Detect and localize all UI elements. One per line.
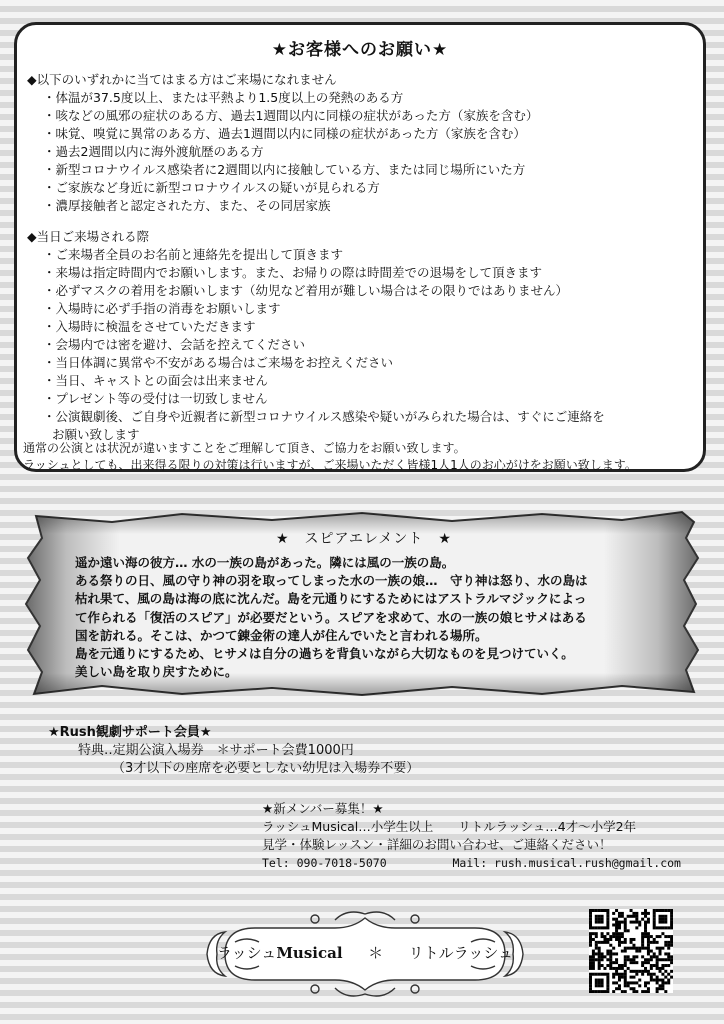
list-item: ・過去2週間以内に海外渡航歴のある方 xyxy=(43,144,264,159)
story-line: て作られる「復活のスピア」が必要だという。スピアを求めて、水の一族の娘ヒサメはある xyxy=(75,609,587,625)
section-heading-restrictions: ◆以下のいずれかに当てはまる方はご来場になれません xyxy=(27,72,337,87)
member-title: ★新メンバー募集！★ xyxy=(262,801,384,816)
group-name-rush-a: ラッシュ xyxy=(216,944,277,962)
list-item: ・ご家族など身近に新型コロナウイルスの疑いが見られる方 xyxy=(43,180,380,195)
support-member-section xyxy=(48,724,419,778)
story-title: ★ スピアエレメント ★ xyxy=(276,531,452,547)
list-item: ・味覚、嗅覚に異常のある方、過去1週間以内に同様の症状があった方（家族を含む） xyxy=(43,126,526,141)
phone-number: Tel: 090-7018-5070 xyxy=(262,856,387,870)
group-name-little-rush: リトルラッシュ xyxy=(408,944,514,962)
story-line: 国を訪れる。そこは、かつて錬金術の達人が住んでいたと言われる場所。 xyxy=(75,627,488,643)
list-item-continuation: お願い致します xyxy=(52,427,140,442)
list-item: ・プレゼント等の受付は一切致しません xyxy=(43,391,268,406)
notice-title: ★お客様へのお願い★ xyxy=(271,40,449,60)
list-item: ・ご来場者全員のお名前と連絡先を提出して頂きます xyxy=(43,247,344,262)
story-line: 遥か遠い海の彼方… 水の一族の島があった。隣には風の一族の島。 xyxy=(75,555,455,570)
list-item: ・必ずマスクの着用をお願いします（幼児など着用が難しい場合はその限りではありません） xyxy=(43,283,569,298)
list-item: ・濃厚接触者と認定された方、また、その同居家族 xyxy=(43,198,331,213)
closing-line: 通常の公演とは状況が違いますことをご理解して頂き、ご協力をお願い致します。 xyxy=(23,441,466,455)
visit-rules-list xyxy=(43,246,605,444)
story-line: 美しい島を取り戻すために。 xyxy=(75,664,238,680)
story-line: ある祭りの日、風の守り神の羽を取ってしまった水の一族の娘… 守り神は怒り、水の島は xyxy=(75,573,588,589)
list-item: ・入場時に必ず手指の消毒をお願いします xyxy=(43,301,281,316)
list-item: ・新型コロナウイルス感染者に2週間以内に接触している方、または同じ場所にいた方 xyxy=(43,162,526,177)
list-item: ・会場内では密を避け、会話を控えてください xyxy=(43,337,306,352)
footer-plate xyxy=(195,906,535,1002)
group-name-rush-b: Musical xyxy=(276,944,343,962)
member-classes: ラッシュMusical…小学生以上 リトルラッシュ…4才～小学2年 xyxy=(262,819,637,834)
list-item: ・来場は指定時間内でお願いします。また、お帰りの際は時間差での退場をして頂きます xyxy=(43,265,543,280)
support-benefit: 特典‥定期公演入場券 ＊サポート会費1000円 xyxy=(78,743,354,758)
qr-code[interactable] xyxy=(589,909,673,993)
closing-text xyxy=(23,440,637,474)
list-item: ・体温が37.5度以上、または平熱より1.5度以上の発熱のある方 xyxy=(43,90,404,105)
list-item xyxy=(43,408,605,444)
new-member-section xyxy=(262,800,681,872)
member-inquiry: 見学・体験レッスン・詳細のお問い合わせ、ご連絡ください！ xyxy=(262,837,612,852)
support-note: （3才以下の座席を必要としない幼児は入場券不要） xyxy=(112,761,420,776)
section-heading-visit-rules: ◆当日ご来場される際 xyxy=(27,229,150,244)
support-title: ★Rush観劇サポート会員★ xyxy=(48,725,212,740)
separator: ＊ xyxy=(368,944,384,962)
story-text xyxy=(75,554,655,681)
restriction-list xyxy=(43,89,538,215)
story-scroll xyxy=(22,508,706,698)
qr-code-image xyxy=(589,909,673,993)
story-line: 島を元通りにするため、ヒサメは自分の過ちを背負いながら大切なものを見つけていく。 xyxy=(75,646,574,662)
list-item: ・当日体調に異常や不安がある場合はご来場をお控えください xyxy=(43,355,394,370)
email-address: Mail: rush.musical.rush@gmail.com xyxy=(452,856,681,870)
list-item-text: ・公演観劇後、ご自身や近親者に新型コロナウイルス感染や疑いがみられた場合は、すぐにご連絡を xyxy=(43,409,605,424)
story-line: 枯れ果て、風の島は海の底に沈んだ。島を元通りにするためにはアストラルマジックによっ xyxy=(75,591,587,607)
contact-line xyxy=(262,854,681,872)
list-item: ・咳などの風邪の症状のある方、過去1週間以内に同様の症状があった方（家族を含む） xyxy=(43,108,539,123)
list-item: ・入場時に検温をさせていただきます xyxy=(43,319,256,334)
footer-names xyxy=(195,942,535,963)
notice-box xyxy=(14,22,706,472)
closing-line: ラッシュとしても、出来得る限りの対策は行いますが、ご来場いただく皆様1人1人のお心がけをお願い致します。 xyxy=(23,458,637,472)
list-item: ・当日、キャストとの面会は出来ません xyxy=(43,373,269,388)
